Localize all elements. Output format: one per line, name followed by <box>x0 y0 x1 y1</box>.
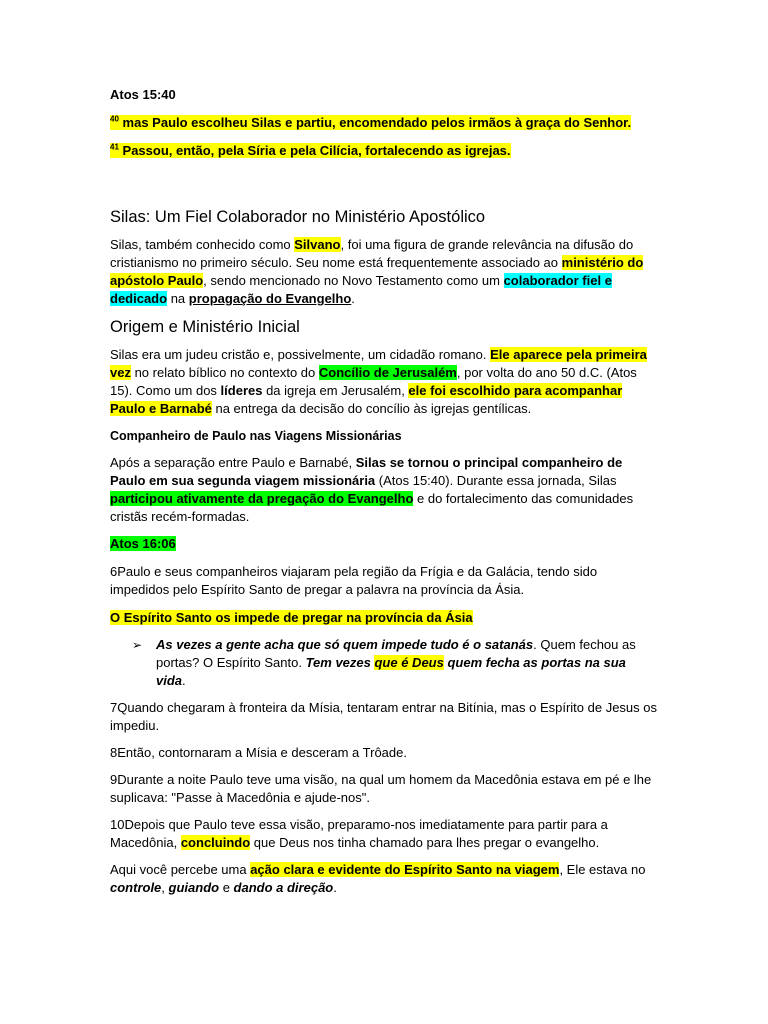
text-run: , foi uma figura de grande relevância na difusão do cristianismo no primeiro século. Seu nome está frequentemente associado ao <box>110 237 634 270</box>
highlight-acao-clara: ação clara e evidente do Espírito Santo na viagem <box>250 862 560 877</box>
text-run: (Atos 15:40). Durante essa jornada, Silas <box>375 473 617 488</box>
bold-italic-direcao: dando a direção <box>233 880 334 895</box>
text-run: na entrega da decisão do concílio às igrejas gentílicas. <box>211 401 532 416</box>
verse-number: 41 <box>110 142 119 152</box>
highlight-pregacao: participou ativamente da pregação do Evangelho <box>110 491 414 506</box>
verse-40-highlight <box>110 115 631 130</box>
highlight-atos-16: Atos 16:06 <box>110 536 176 551</box>
paragraph-verse-6: 6Paulo e seus companheiros viajaram pela região da Frígia e da Galácia, tendo sido impedidos pelo Espírito Santo de pregar a palavra na província da Ásia. <box>110 564 598 597</box>
bold-italic-run: As vezes a gente acha que só quem impede tudo é o satanás <box>156 637 534 652</box>
paragraph-verse-8: 8Então, contornaram a Mísia e desceram a Trôade. <box>110 745 407 760</box>
bullet-item <box>110 636 658 690</box>
bold-italic-guiando: guiando <box>168 880 220 895</box>
text-run: Aqui você percebe uma <box>110 862 251 877</box>
highlight-concluindo: concluindo <box>180 835 251 850</box>
text-run: . <box>333 880 337 895</box>
text-run: Silas era um judeu cristão e, possivelmente, um cidadão romano. <box>110 347 491 362</box>
subheading-companheiro: Companheiro de Paulo nas Viagens Missionárias <box>110 429 402 443</box>
text-run: na <box>167 291 189 306</box>
text-run: Silas, também conhecido como <box>110 237 295 252</box>
scripture-reference: Atos 15:40 <box>110 87 176 102</box>
paragraph-origem <box>110 346 658 418</box>
paragraph-verse-7: 7Quando chegaram à fronteira da Mísia, tentaram entrar na Bitínia, mas o Espírito de Jesus os impediu. <box>110 700 658 733</box>
highlight-concilio: Concílio de Jerusalém <box>318 365 457 380</box>
text-run: que Deus nos tinha chamado para lhes pregar o evangelho. <box>250 835 600 850</box>
text-run: e do fortalecimento das comunidades cristãs recém-formadas. <box>110 491 634 524</box>
text-run: . <box>351 291 355 306</box>
text-run: e <box>219 880 234 895</box>
text-run: , Ele estava no <box>559 862 646 877</box>
paragraph-conclusion <box>110 861 658 897</box>
verse-40 <box>110 114 658 132</box>
arrow-bullet-icon: ➢ <box>132 638 143 652</box>
highlight-colaborador: colaborador fiel e dedicado <box>110 273 612 306</box>
verse-41-highlight <box>110 143 511 158</box>
text-run: , <box>161 880 169 895</box>
bold-lideres: líderes <box>220 383 263 398</box>
verse-number: 40 <box>110 114 119 124</box>
scripture-reference-2 <box>110 535 658 553</box>
text-run: Após a separação entre Paulo e Barnabé, <box>110 455 356 470</box>
text-run: , por volta do ano 50 d.C. (Atos 15). Como um dos <box>110 365 637 398</box>
highlight-silvano: Silvano <box>294 237 341 252</box>
verse-41 <box>110 142 658 160</box>
bold-italic-run: Tem vezes <box>305 655 375 670</box>
section-heading-origem: Origem e Ministério Inicial <box>110 318 300 336</box>
bold-italic-controle: controle <box>110 880 162 895</box>
paragraph-verse-9: 9Durante a noite Paulo teve uma visão, na qual um homem da Macedônia estava em pé e lhe suplicava: "Passe à Macedônia e ajude-nos". <box>110 772 652 805</box>
highlight-que-e-deus: que é Deus <box>374 655 444 670</box>
verse-text: Passou, então, pela Síria e pela Cilícia, fortalecendo as igrejas. <box>122 143 511 158</box>
highlight-primeira-vez: Ele aparece pela primeira vez <box>110 347 647 380</box>
text-run: , sendo mencionado no Novo Testamento como um <box>203 273 504 288</box>
underline-propagacao: propagação do Evangelho <box>188 291 352 306</box>
text-run: . <box>182 673 186 688</box>
text-run: da igreja em Jerusalém, <box>262 383 409 398</box>
paragraph-companheiro <box>110 454 658 526</box>
text-run: 10Depois que Paulo teve essa visão, preparamo-nos imediatamente para partir para a Macedônia, <box>110 817 608 850</box>
highlight-line-paragraph <box>110 609 658 627</box>
section-heading-silas: Silas: Um Fiel Colaborador no Ministério Apostólico <box>110 208 486 226</box>
text-run: no relato bíblico no contexto do <box>130 365 319 380</box>
highlight-espirito-impede: O Espírito Santo os impede de pregar na província da Ásia <box>110 610 473 625</box>
document-body <box>110 86 658 897</box>
bold-italic-run: quem fecha as portas na sua vida <box>156 655 626 688</box>
paragraph-silas-intro <box>110 236 658 308</box>
verse-text: mas Paulo escolheu Silas e partiu, encomendado pelos irmãos à graça do Senhor. <box>122 115 632 130</box>
highlight-ministerio: ministério do apóstolo Paulo <box>110 255 644 288</box>
highlight-escolhido: ele foi escolhido para acompanhar Paulo e Barnabé <box>110 383 623 416</box>
bold-principal-companheiro: Silas se tornou o principal companheiro de Paulo em sua segunda viagem missionária <box>110 455 623 488</box>
paragraph-verse-10 <box>110 816 658 852</box>
text-run: . Quem fechou as portas? O Espírito Santo. <box>156 637 636 670</box>
